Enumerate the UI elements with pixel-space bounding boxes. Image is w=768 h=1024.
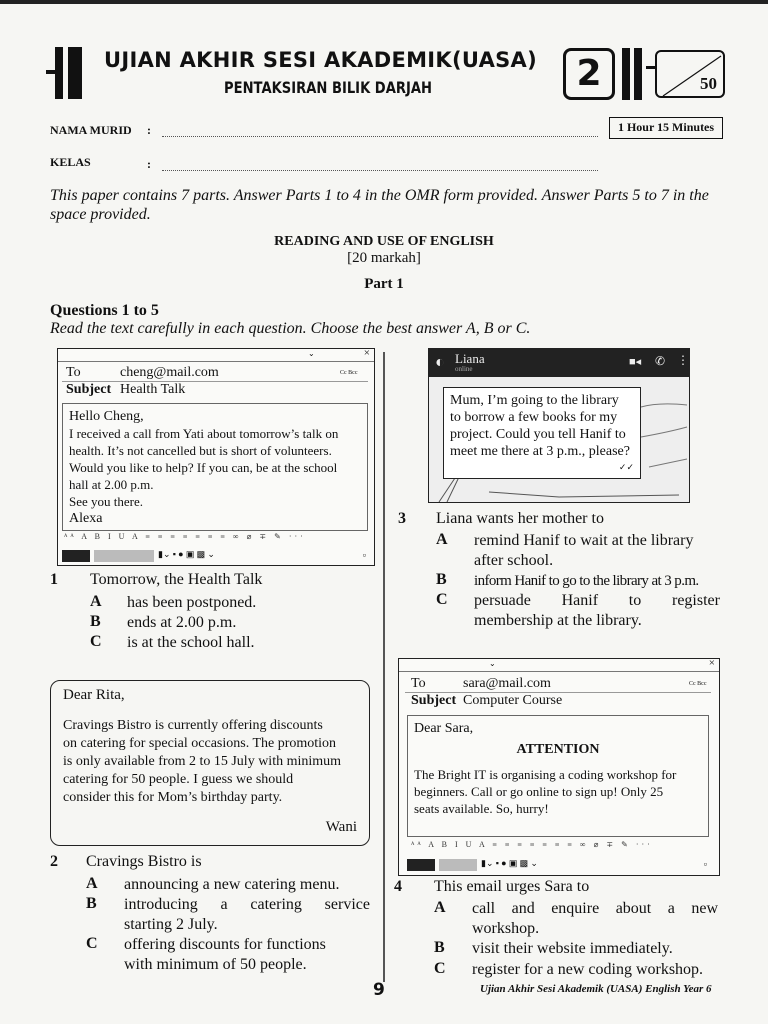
email-heading: ATTENTION: [516, 742, 600, 757]
toolbar-strip: [439, 859, 477, 871]
email-titlebar: [58, 349, 374, 362]
email-to-label: To: [411, 676, 426, 691]
message-line: to borrow a few books for my: [450, 410, 618, 425]
email-signature: Alexa: [69, 511, 103, 526]
option-text[interactable]: [124, 935, 370, 975]
option-letter: A: [90, 593, 102, 610]
option-line: announcing a new catering menu.: [124, 876, 340, 893]
email-subject-value[interactable]: Health Talk: [120, 382, 186, 397]
close-icon[interactable]: ×: [363, 347, 370, 359]
option-text[interactable]: is at the school hall.: [127, 634, 255, 651]
option-line: with minimum of 50 people.: [124, 956, 307, 973]
option-word: call: [472, 900, 496, 917]
question-number: 4: [394, 878, 402, 895]
message-line: project. Could you tell Hanif to: [450, 427, 626, 442]
option-letter: C: [90, 633, 102, 650]
question-stem: Liana wants her mother to: [436, 510, 604, 527]
note-line: consider this for Mom’s birthday party.: [63, 790, 283, 805]
email-body[interactable]: [62, 403, 368, 531]
delete-icon[interactable]: ▫: [703, 859, 707, 869]
option-line: membership at the library.: [474, 612, 642, 629]
titlebar-dropdown: ⌄: [308, 349, 315, 358]
name-colon: :: [147, 123, 151, 137]
toolbar-strip: [94, 550, 154, 562]
attach-icons[interactable]: ▮⌄ ▪ ● ▣ ▩ ⌄: [158, 549, 215, 559]
option-word: a: [667, 900, 675, 917]
email-line: beginners. Call or go online to sign up! Only 25: [414, 784, 664, 799]
email-line: The Bright IT is organising a coding workshop for: [414, 767, 677, 782]
option-text[interactable]: [124, 875, 339, 895]
option-letter: A: [436, 531, 448, 548]
formatting-toolbar[interactable]: ᴬᴬ A B I U A ≡ ≡ ≡ ≡ ≡ ≡ ≡ ∞ ⌀ ∓ ✎ ···: [64, 532, 306, 541]
part-title: Part 1: [364, 276, 404, 292]
page-number: 9: [373, 980, 385, 1000]
send-button[interactable]: [62, 550, 90, 562]
delete-icon[interactable]: ▫: [362, 550, 366, 560]
chat-message-bubble: [443, 387, 641, 479]
option-letter: B: [90, 613, 101, 630]
email-subject-label: Subject: [411, 693, 457, 708]
header-bar-decoration: [622, 48, 630, 100]
email-body[interactable]: [407, 715, 709, 837]
option-word: catering: [250, 896, 302, 913]
class-colon: :: [147, 157, 151, 171]
column-divider: [383, 352, 385, 982]
note-line: Cravings Bistro is currently offering discounts: [63, 718, 323, 733]
option-line: inform Hanif to go to the library at 3 p.m.: [474, 573, 699, 589]
top-rule: [0, 0, 768, 4]
header-bar-decoration: [46, 70, 58, 74]
cc-bcc[interactable]: Cc Bcc: [689, 681, 707, 687]
option-letter: C: [434, 960, 446, 977]
note-card: [50, 680, 370, 846]
question-number: 1: [50, 571, 58, 588]
email-window-1: [57, 348, 375, 566]
option-text[interactable]: [474, 591, 720, 631]
read-ticks-icon: ✓✓: [618, 462, 634, 472]
marks-box: [655, 50, 725, 98]
titlebar-dropdown: ⌄: [489, 659, 496, 668]
option-line: [472, 899, 718, 919]
email-subject-label: Subject: [66, 382, 112, 397]
note-signature: Wani: [325, 819, 357, 835]
option-line: register for a new coding workshop.: [472, 961, 704, 978]
email-line: See you there.: [69, 494, 144, 509]
duration-box: 1 Hour 15 Minutes: [609, 117, 723, 139]
option-word: Hanif: [561, 592, 599, 609]
paper-instructions: This paper contains 7 parts. Answer Parts 1 to 4 in the OMR form provided. Answer Parts 5 to 7 in the space provided.: [50, 187, 709, 223]
section-title: READING AND USE OF ENGLISH: [274, 234, 494, 249]
questions-heading: Questions 1 to 5: [50, 302, 159, 319]
header-bar-decoration: [634, 48, 642, 100]
email-to-value[interactable]: cheng@mail.com: [120, 365, 219, 380]
email-line: Hello Cheng,: [69, 409, 144, 424]
questions-instruction: Read the text carefully in each question. Choose the best answer A, B or C.: [50, 320, 531, 337]
email-line: Would you like to help? If you can, be at the school: [69, 460, 338, 475]
option-word: service: [324, 896, 370, 913]
option-line: [474, 591, 720, 611]
total-marks: 50: [700, 74, 717, 93]
option-line: after school.: [474, 552, 554, 569]
option-letter: B: [436, 571, 447, 588]
option-line: starting 2 July.: [124, 916, 218, 933]
option-line: remind Hanif to wait at the library: [474, 532, 694, 549]
class-field[interactable]: [162, 170, 598, 171]
message-line: meet me there at 3 p.m., please?: [450, 444, 630, 459]
email-greeting: Dear Sara,: [414, 721, 474, 736]
close-icon[interactable]: ×: [708, 657, 715, 669]
name-label: NAMA MURID: [50, 123, 132, 137]
email-to-value[interactable]: sara@mail.com: [463, 676, 551, 691]
option-text[interactable]: [472, 939, 673, 959]
email-line: hall at 2.00 p.m.: [69, 477, 154, 492]
question-stem: Cravings Bistro is: [86, 853, 202, 870]
section-marks: [20 markah]: [347, 250, 421, 266]
phone-icon[interactable]: ✆: [655, 354, 666, 368]
note-line: catering for 50 people. I guess we should: [63, 772, 294, 787]
note-line: is only available from 2 to 15 July with minimum: [63, 754, 342, 769]
class-label: KELAS: [50, 155, 91, 169]
option-text[interactable]: [124, 895, 370, 935]
option-text[interactable]: [474, 531, 693, 571]
option-word: about: [615, 900, 652, 917]
option-letter: B: [434, 939, 445, 956]
option-letter: A: [434, 899, 446, 916]
option-letter: C: [86, 935, 98, 952]
option-text[interactable]: [472, 960, 703, 980]
option-text[interactable]: [474, 571, 699, 591]
option-word: introducing: [124, 896, 198, 913]
email-window-2: [398, 658, 720, 876]
attach-icons[interactable]: ▮⌄ ▪ ● ▣ ▩ ⌄: [481, 858, 538, 868]
send-button[interactable]: [407, 859, 435, 871]
option-line: workshop.: [472, 920, 540, 937]
option-word: enquire: [551, 900, 600, 917]
option-letter: C: [436, 591, 448, 608]
option-text[interactable]: [472, 899, 718, 939]
option-letter: B: [86, 895, 97, 912]
note-body: [63, 717, 363, 807]
option-line: visit their website immediately.: [472, 940, 673, 957]
email-to-label: To: [66, 365, 81, 380]
option-text[interactable]: has been postponed.: [127, 594, 257, 611]
email-line: health. It’s not cancelled but is short of volunteers.: [69, 443, 332, 458]
email-titlebar: [399, 659, 719, 672]
email-line: I received a call from Yati about tomorrow’s talk on: [69, 426, 339, 441]
avatar-icon: ◐: [435, 354, 445, 371]
question-stem: Tomorrow, the Health Talk: [90, 571, 263, 588]
cc-bcc[interactable]: Cc Bcc: [340, 370, 358, 376]
option-line: [124, 895, 370, 915]
option-word: persuade: [474, 592, 531, 609]
formatting-toolbar[interactable]: ᴬᴬ A B I U A ≡ ≡ ≡ ≡ ≡ ≡ ≡ ∞ ⌀ ∓ ✎ ···: [411, 840, 653, 849]
exam-title: UJIAN AKHIR SESI AKADEMIK(UASA): [104, 48, 538, 72]
name-field[interactable]: [162, 136, 598, 137]
option-text[interactable]: ends at 2.00 p.m.: [127, 614, 237, 631]
question-number: 3: [398, 510, 406, 527]
option-word: register: [672, 592, 720, 609]
footer-text: Ujian Akhir Sesi Akademik (UASA) English Year 6: [480, 983, 712, 995]
chat-status: online: [455, 365, 473, 373]
option-word: a: [220, 896, 228, 913]
option-letter: A: [86, 875, 98, 892]
chat-window: [428, 348, 690, 503]
chat-header: [429, 349, 689, 377]
note-line: on catering for special occasions. The promotion: [63, 736, 337, 751]
paper-number: 2: [563, 48, 615, 100]
more-icon[interactable]: ⋮: [677, 353, 689, 367]
option-word: to: [628, 592, 642, 609]
chat-contact-name: Liana: [455, 351, 485, 366]
question-stem: This email urges Sara to: [434, 878, 590, 895]
video-call-icon[interactable]: ■◂: [629, 356, 642, 368]
option-line: offering discounts for functions: [124, 936, 326, 953]
note-greeting: Dear Rita,: [63, 687, 125, 703]
question-number: 2: [50, 853, 58, 870]
option-word: and: [511, 900, 535, 917]
email-subject-value[interactable]: Computer Course: [463, 693, 563, 708]
exam-subtitle: PENTAKSIRAN BILIK DARJAH: [224, 78, 432, 97]
email-line: seats available. So, hurry!: [414, 801, 549, 816]
option-word: new: [691, 900, 718, 917]
message-line: Mum, I’m going to the library: [450, 393, 619, 408]
header-bar-decoration: [68, 47, 82, 99]
